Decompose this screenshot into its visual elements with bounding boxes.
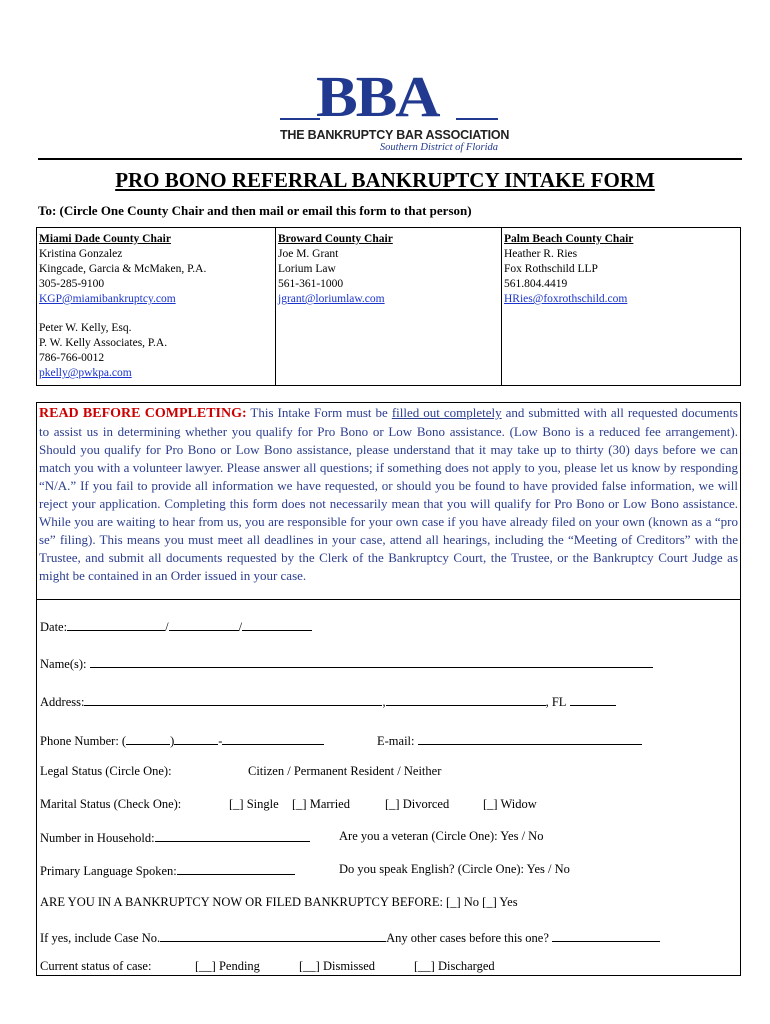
- names-field[interactable]: [90, 655, 653, 668]
- email-row: [377, 732, 642, 749]
- phone-label: Phone Number: (: [40, 734, 127, 748]
- marital-single-checkbox[interactable]: [_] Single: [229, 797, 279, 811]
- phone-line-field[interactable]: [222, 732, 324, 745]
- date-year-field[interactable]: [242, 618, 312, 631]
- names-row: [40, 655, 653, 672]
- notice-text: and submitted with all requested documents to assist us in determining whether you qualify for Pro Bono or Low Bono assistance. (Low Bono is a reduced fee arrangement). Should you qualify for Pro Bono or Low Bono assistance, please understand that it may take up to thirty (30) days before we can match you with a volunteer lawyer. Please answer all questions; if something does not apply to you, please let us know by responding “N/A.” If you fail to provide all information we have requested, or should you be found to have provided false information, we will reject your application. Completing this form does not necessarily mean that you will qualify for Pro Bono or Low Bono assistance. While you are waiting to hear from us, you are responsible for your own case if you have already filed on your own (known as a “pro se” filing). This means you must meet all deadlines in your case, attend all hearings, including the “Meeting of Creditors” with the Trustee, and submit all documents requested by the Clerk of the Bankruptcy Court, the Trustee, or the Bankruptcy Court Judge as might be contained in an Order issued in your case.: [39, 405, 738, 583]
- names-label: Name(s):: [40, 657, 87, 671]
- chair-line: 305-285-9100: [39, 278, 105, 290]
- english-question[interactable]: Do you speak English? (Circle One): Yes / No: [339, 862, 570, 876]
- chair-line: Lorium Law: [278, 263, 336, 275]
- chair-heading: Broward County Chair: [278, 233, 393, 245]
- notice-underlined: filled out completely: [391, 405, 502, 420]
- case-no-field[interactable]: [160, 929, 386, 942]
- phone-area-field[interactable]: [126, 732, 170, 745]
- date-day-field[interactable]: [169, 618, 239, 631]
- chair-line: 561.804.4419: [504, 278, 568, 290]
- notice-text: This Intake Form must be: [246, 405, 392, 420]
- marital-status-label: Marital Status (Check One):: [40, 797, 182, 811]
- marital-divorced-checkbox[interactable]: [_] Divorced: [385, 797, 450, 811]
- date-label: Date:: [40, 620, 68, 634]
- instructions-line: To: (Circle One County Chair and then mail or email this form to that person): [38, 203, 472, 218]
- chair-line: 786-766-0012: [39, 352, 105, 364]
- notice-label: READ BEFORE COMPLETING:: [39, 406, 247, 421]
- chair-email-link[interactable]: jgrant@loriumlaw.com: [278, 293, 385, 305]
- intake-form-fields: [36, 600, 741, 976]
- legal-status-options[interactable]: Citizen / Permanent Resident / Neither: [248, 764, 442, 778]
- chair-line: P. W. Kelly Associates, P.A.: [39, 337, 168, 349]
- date-row: Date: / /: [40, 618, 312, 635]
- household-field[interactable]: [155, 829, 310, 842]
- chair-line: 561-361-1000: [278, 278, 344, 290]
- logo-district: Southern District of Florida: [379, 142, 498, 153]
- form-title: PRO BONO REFERRAL BANKRUPTCY INTAKE FORM: [115, 168, 655, 192]
- chair-palm-beach[interactable]: [501, 228, 740, 385]
- household-row: [40, 829, 310, 846]
- email-label: E-mail:: [377, 734, 415, 748]
- chair-heading: Palm Beach County Chair: [504, 233, 634, 245]
- current-status-label: Current status of case:: [40, 959, 152, 973]
- read-before-notice: [36, 402, 741, 600]
- chair-email-link[interactable]: pkelly@pwkpa.com: [39, 367, 132, 379]
- language-field[interactable]: [177, 862, 295, 875]
- chair-heading: Miami Dade County Chair: [39, 233, 171, 245]
- chair-line: Joe M. Grant: [278, 248, 339, 260]
- chair-line: Fox Rothschild LLP: [504, 263, 598, 275]
- county-chairs-table: [36, 227, 741, 386]
- chair-miami-dade[interactable]: [37, 228, 275, 385]
- header-divider: [38, 158, 742, 160]
- chair-email-link[interactable]: KGP@miamibankruptcy.com: [39, 293, 176, 305]
- chair-line: Kristina Gonzalez: [39, 248, 123, 260]
- phone-prefix-field[interactable]: [174, 732, 218, 745]
- chair-broward[interactable]: [275, 228, 502, 385]
- language-label: Primary Language Spoken:: [40, 864, 177, 878]
- other-cases-field[interactable]: [552, 929, 660, 942]
- status-pending-checkbox[interactable]: [__] Pending: [195, 959, 260, 973]
- other-cases-label: Any other cases before this one?: [386, 931, 549, 945]
- phone-row: Phone Number: ( ) -: [40, 732, 324, 749]
- chair-line: Heather R. Ries: [504, 248, 578, 260]
- logo-rule-left: [280, 118, 320, 120]
- marital-married-checkbox[interactable]: [_] Married: [292, 797, 350, 811]
- address-label: Address:: [40, 695, 85, 709]
- address-row: Address: , , FL: [40, 693, 616, 710]
- marital-widow-checkbox[interactable]: [_] Widow: [483, 797, 537, 811]
- legal-status-label: Legal Status (Circle One):: [40, 764, 172, 778]
- veteran-question[interactable]: Are you a veteran (Circle One): Yes / No: [339, 829, 544, 843]
- email-field[interactable]: [418, 732, 642, 745]
- bba-logo: [280, 64, 510, 154]
- chair-email-link[interactable]: HRies@foxrothschild.com: [504, 293, 628, 305]
- chair-line: Kingcade, Garcia & McMaken, P.A.: [39, 263, 207, 275]
- logo-rule-right: [456, 118, 498, 120]
- chair-line: Peter W. Kelly, Esq.: [39, 322, 132, 334]
- date-month-field[interactable]: [67, 618, 165, 631]
- address-zip-field[interactable]: [570, 693, 616, 706]
- bankruptcy-question[interactable]: ARE YOU IN A BANKRUPTCY NOW OR FILED BANKRUPTCY BEFORE: [_] No [_] Yes: [40, 895, 518, 909]
- language-row: [40, 862, 295, 879]
- case-row: [40, 929, 660, 946]
- logo-letters: BBA: [316, 64, 439, 129]
- status-dismissed-checkbox[interactable]: [__] Dismissed: [299, 959, 376, 973]
- address-city-field[interactable]: [386, 693, 546, 706]
- address-street-field[interactable]: [84, 693, 382, 706]
- status-discharged-checkbox[interactable]: [__] Discharged: [414, 959, 495, 973]
- household-label: Number in Household:: [40, 831, 155, 845]
- logo-org-name: THE BANKRUPTCY BAR ASSOCIATION: [280, 128, 510, 142]
- case-no-label: If yes, include Case No.: [40, 931, 161, 945]
